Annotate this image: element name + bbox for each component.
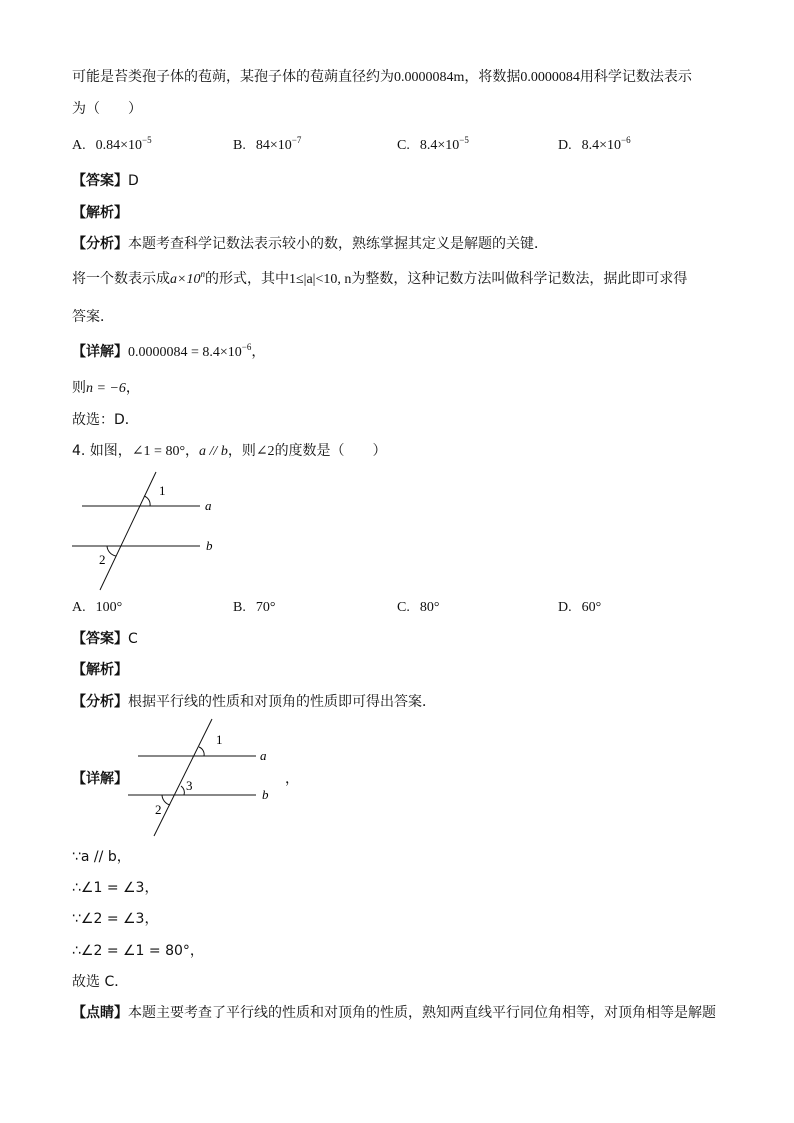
label-1: 1 xyxy=(159,483,166,498)
q3-option-c xyxy=(397,135,469,156)
q3-option-a xyxy=(72,135,152,156)
q4-detail-tag: 【详解】 xyxy=(72,771,128,787)
option-label: D. xyxy=(558,138,572,153)
q4-fenxi xyxy=(72,692,436,712)
q3-option-b xyxy=(233,135,301,156)
option-label: B. xyxy=(233,600,246,615)
q4-step-1: ∵a // b， xyxy=(72,849,131,865)
option-value: 8.4×10 xyxy=(581,138,622,153)
q3-stem-line2: 为（ ） xyxy=(72,101,142,117)
label-2: 2 xyxy=(155,802,162,817)
q4-option-b xyxy=(233,597,275,618)
option-value: 100° xyxy=(95,600,123,615)
q4-stem xyxy=(72,441,387,462)
fenxi-math: a×10 xyxy=(170,272,201,287)
then-text: 则 xyxy=(72,380,86,396)
option-value: 8.4×10 xyxy=(419,138,460,153)
answer-value: C xyxy=(128,631,138,647)
transversal xyxy=(100,472,156,590)
q4-option-c xyxy=(397,597,439,618)
q3-fenxi-line3: 答案． xyxy=(72,309,114,325)
q4-stem-angle1: ∠1 = 80° xyxy=(131,444,186,459)
angle-2-arc xyxy=(107,546,116,556)
q3-fenxi-line2 xyxy=(72,269,687,290)
detail-tail: ， xyxy=(251,344,266,360)
q3-choose: 故选：D． xyxy=(72,412,139,428)
q4-step-4: ∴∠2 = ∠1 = 80°， xyxy=(72,943,204,959)
q3-stem-line1 xyxy=(72,67,692,88)
answer-tag: 【答案】 xyxy=(72,173,128,189)
q4-stem-c: ，则 xyxy=(227,443,256,459)
option-value: 70° xyxy=(255,600,276,615)
then-math: n = −6 xyxy=(86,381,126,396)
q4-stem-parallel: a // b xyxy=(199,444,228,459)
label-b: b xyxy=(206,538,213,553)
q4-stem-b: ， xyxy=(185,443,200,459)
label-a: a xyxy=(205,498,212,513)
label-1: 1 xyxy=(216,732,223,747)
q4-stem-angle2: ∠2 xyxy=(255,444,275,459)
option-exponent: −7 xyxy=(291,135,302,145)
label-b: b xyxy=(262,787,269,802)
angle-1-arc xyxy=(199,747,204,756)
q4-option-d xyxy=(558,597,601,618)
answer-value: D xyxy=(128,173,139,189)
fenxi-tag: 【分析】 xyxy=(72,694,128,710)
angle-2-arc xyxy=(162,795,170,805)
detail-expression: 0.0000084 = 8.4×10 xyxy=(128,345,242,360)
fenxi-text-b: 的形式，其中 xyxy=(204,271,289,287)
option-value: 60° xyxy=(581,600,602,615)
q4-stem-d: 的度数是（ ） xyxy=(274,443,387,459)
q4-answer xyxy=(72,629,138,649)
fenxi-condition: 1≤|a|<10, n xyxy=(288,272,352,287)
answer-tag: 【答案】 xyxy=(72,631,128,647)
q4-analysis-tag: 【解析】 xyxy=(72,662,128,678)
dianjing-tag: 【点睛】 xyxy=(72,1005,128,1021)
q4-step-3: ∵∠2 = ∠3， xyxy=(72,911,159,927)
option-label: D. xyxy=(558,600,572,615)
then-tail: ， xyxy=(125,380,140,396)
q4-option-a xyxy=(72,597,122,618)
q4-step-2: ∴∠1 = ∠3， xyxy=(72,880,159,896)
option-label: C. xyxy=(397,600,410,615)
q3-stem-text-c: 用科学记数法表示 xyxy=(579,69,692,85)
q3-stem-text: 可能是苔类孢子体的苞蒴，某孢子体的苞蒴直径约为 xyxy=(72,69,394,85)
transversal xyxy=(154,719,212,836)
q3-option-d xyxy=(558,135,631,156)
label-2: 2 xyxy=(99,552,106,567)
q4-dianjing xyxy=(72,1003,716,1023)
option-label: A. xyxy=(72,600,86,615)
q3-stem-number-2: 0.0000084 xyxy=(520,70,580,85)
fenxi-math-sup: n xyxy=(200,269,205,279)
detail-tag: 【详解】 xyxy=(72,344,128,360)
option-value: 0.84×10 xyxy=(95,138,143,153)
detail-exponent: −6 xyxy=(241,342,252,352)
option-label: C. xyxy=(397,138,410,153)
fenxi-tag: 【分析】 xyxy=(72,236,128,252)
q3-stem-number: 0.0000084m xyxy=(394,70,465,85)
q4-figure-1 xyxy=(68,470,228,592)
option-value: 84×10 xyxy=(255,138,292,153)
q3-answer xyxy=(72,171,139,191)
q4-figure-2 xyxy=(124,716,284,838)
angle-3-arc xyxy=(181,786,184,795)
option-label: A. xyxy=(72,138,86,153)
option-exponent: −5 xyxy=(142,135,152,145)
label-a: a xyxy=(260,748,267,763)
fenxi-text: 根据平行线的性质和对顶角的性质即可得出答案． xyxy=(128,694,436,710)
fenxi-text: 本题考查科学记数法表示较小的数，熟练掌握其定义是解题的关键． xyxy=(128,236,548,252)
q3-stem-text-b: ，将数据 xyxy=(464,69,521,85)
label-3: 3 xyxy=(186,778,193,793)
q3-fenxi xyxy=(72,234,548,254)
q3-detail xyxy=(72,342,265,363)
option-value: 80° xyxy=(419,600,440,615)
option-exponent: −5 xyxy=(459,135,469,145)
q4-stem-a: 4. 如图， xyxy=(72,443,132,459)
option-exponent: −6 xyxy=(621,135,631,145)
fenxi-text-a: 将一个数表示成 xyxy=(72,271,170,287)
angle-1-arc xyxy=(144,496,150,506)
dianjing-text: 本题主要考查了平行线的性质和对顶角的性质，熟知两直线平行同位角相等，对顶角相等是解题 xyxy=(128,1005,716,1021)
q3-then xyxy=(72,378,140,399)
fenxi-text-c: 为整数，这种记数方法叫做科学记数法，据此即可求得 xyxy=(351,271,688,287)
q4-detail-comma: ， xyxy=(285,771,299,787)
option-label: B. xyxy=(233,138,246,153)
q4-choose: 故选 C． xyxy=(72,974,129,990)
q3-analysis-tag: 【解析】 xyxy=(72,205,128,221)
